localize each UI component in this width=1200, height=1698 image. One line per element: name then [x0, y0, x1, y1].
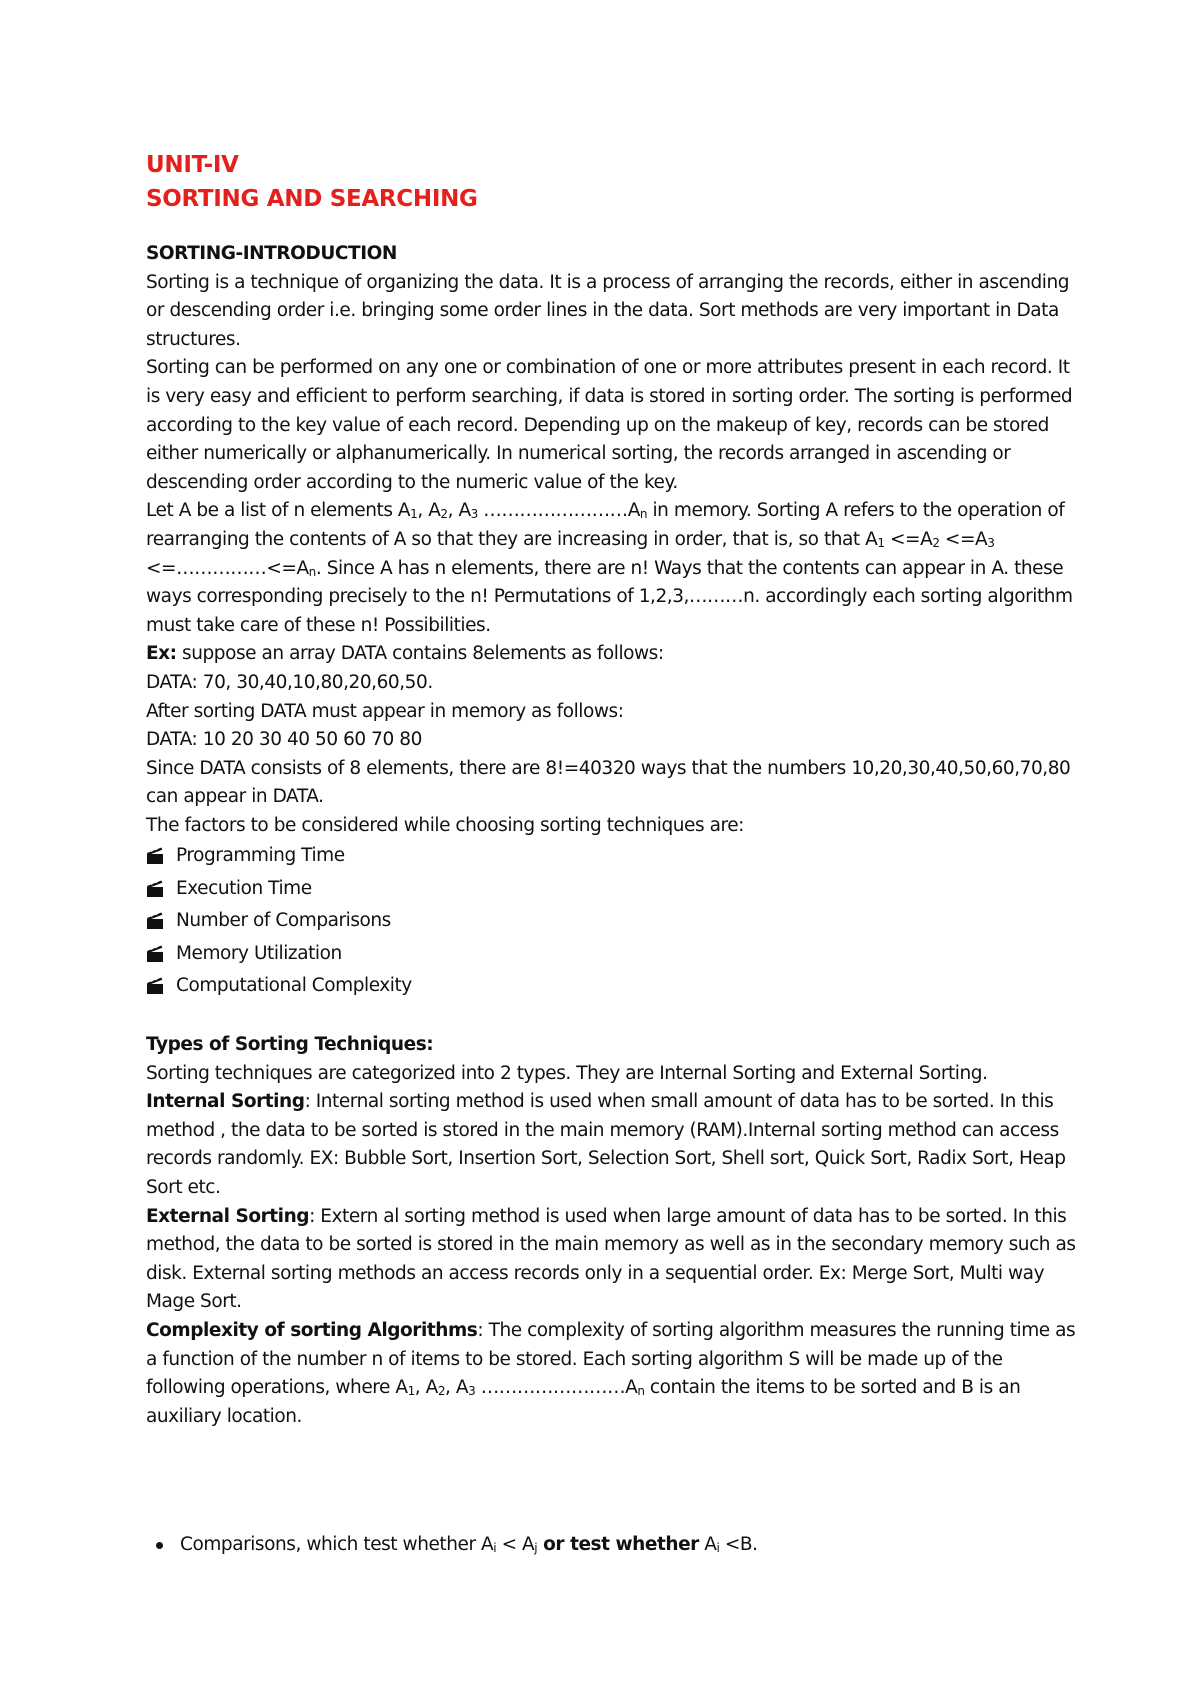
factors-intro: The factors to be considered while choosing sorting techniques are:: [146, 814, 744, 836]
intro-paragraph-3: Let A be a list of n elements $A_1$, $A_2$, $A_3$ $\dots\dots\dots\dots\dots\dots\dots\dots A_n$ in memory. Sorting A refers to the operation of rearranging the contents of A so that they are increasing in order, that is, so that $A_1 <=A_2 <=A_3$ $<=\dots\dots\dots\dots\dots<=A_n$. Since A has n elements, there are n! Ways that the contents can appear in A. these ways corresponding precisely to the n! Permutations of 1,2,3,………n. accordingly each sorting algorithm must take care of these n! Possibilities.: [146, 500, 1073, 636]
clapperboard-icon: [146, 977, 164, 995]
clapperboard-icon: [146, 945, 164, 963]
types-intro: Sorting techniques are categorized into 2 types. They are Internal Sorting and External Sorting.: [146, 1062, 988, 1084]
chapter-title: SORTING AND SEARCHING: [146, 186, 478, 212]
list-item: Number of Comparisons: [146, 905, 1076, 938]
list-item: Programming Time: [146, 840, 1076, 873]
clapperboard-icon: [146, 847, 164, 865]
data-sorted: DATA: 10 20 30 40 50 60 70 80: [146, 729, 422, 751]
permutations-line: Since DATA consists of 8 elements, there are 8!=40320 ways that the numbers 10,20,30,40,50,60,70,80 can appear in DATA.: [146, 757, 1071, 808]
intro-paragraph-2: Sorting can be performed on any one or combination of one or more attributes present in each record. It is very easy and efficient to perform searching, if data is stored in sorting order. The sorting is performed according to the key value of each record. Depending up on the makeup of key, records can be stored either numerically or alphanumerically. In numerical sorting, the records arranged in ascending or descending order according to the numeric value of the key.: [146, 357, 1073, 493]
data-unsorted: DATA: 70, 30,40,10,80,20,60,50.: [146, 671, 433, 693]
section-heading-intro: SORTING-INTRODUCTION: [146, 243, 397, 264]
internal-sorting-paragraph: Internal Sorting: Internal sorting method is used when small amount of data has to be sorted. In this method , the data to be sorted is stored in the main memory (RAM).Internal sorting method can access records randomly. EX: Bubble Sort, Insertion Sort, Selection Sort, Shell sort, Quick Sort, Radix Sort, Heap Sort etc.: [146, 1091, 1066, 1198]
example-line: Ex: suppose an array DATA contains 8elements as follows:: [146, 643, 664, 665]
section-heading-types: Types of Sorting Techniques:: [146, 1033, 434, 1055]
after-sorting-line: After sorting DATA must appear in memory as follows:: [146, 700, 624, 722]
complexity-paragraph: Complexity of sorting Algorithms: The complexity of sorting algorithm measures the running time as a function of the number n of items to be stored. Each sorting algorithm S will be made up of the following operations, where $A_1$, $A_2$, $A_3$ $\dots\dots\dots\dots\dots\dots\dots\dots A_n$ contain the items to be sorted and B is an auxiliary location.: [146, 1319, 1076, 1427]
unit-heading: UNIT-IV: [146, 152, 239, 178]
document-content: [146, 148, 1076, 1560]
intro-paragraph-1: Sorting is a technique of organizing the data. It is a process of arranging the records, either in ascending or descending order i.e. bringing some order lines in the data. Sort methods are very important in Data structures.: [146, 271, 1070, 350]
list-item: Execution Time: [146, 873, 1076, 906]
factors-list: [146, 840, 1076, 1003]
clapperboard-icon: [146, 880, 164, 898]
external-sorting-paragraph: External Sorting: Extern al sorting method is used when large amount of data has to be sorted. In this method, the data to be sorted is stored in the main memory as well as in the secondary memory such as disk. External sorting methods an access records only in a sequential order. Ex: Merge Sort, Multi way Mage Sort.: [146, 1205, 1076, 1313]
bullet-icon: [156, 1542, 163, 1549]
clapperboard-icon: [146, 912, 164, 930]
list-item: Comparisons, which test whether $A_i < A_j$ or test whether $A_i <B$.: [156, 1531, 1076, 1560]
list-item: Memory Utilization: [146, 938, 1076, 971]
list-item: Computational Complexity: [146, 970, 1076, 1003]
operations-list: [146, 1531, 1076, 1560]
